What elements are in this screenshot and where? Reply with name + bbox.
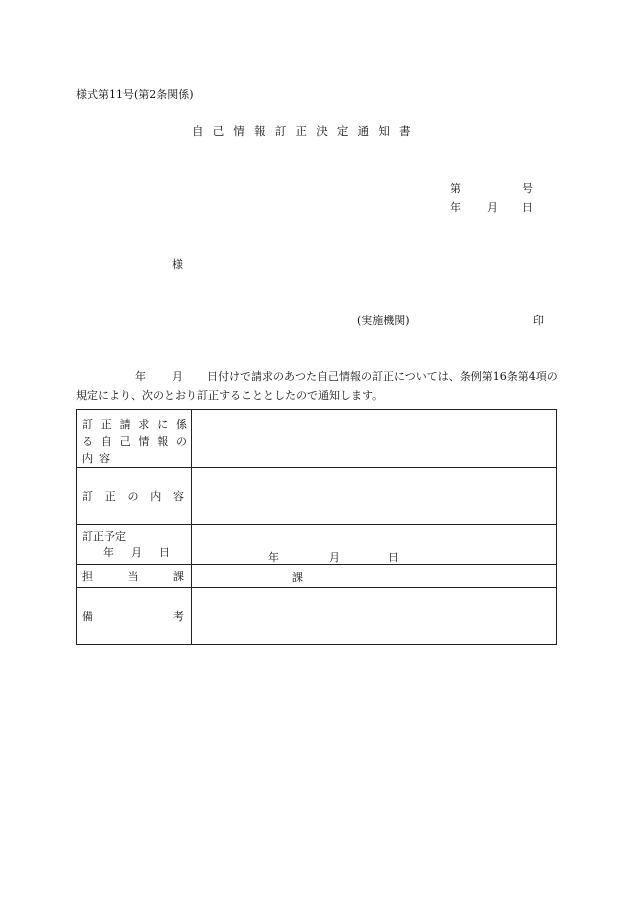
label-char: 課 [173,570,184,583]
header-correction-content [77,468,192,525]
label-char: 訂 [82,418,93,431]
row2-label [82,488,187,505]
label-char: 訂 [82,489,93,503]
row-department [77,565,557,588]
body-month: 月 [172,370,183,383]
department-label [82,568,187,585]
label-char: 年 [103,546,114,559]
scheduled-label-line2 [82,545,187,561]
doc-number-suffix: 号 [522,182,533,195]
row-correction-content [77,468,557,525]
title-char: 情 [233,124,255,138]
issue-date-month: 月 [487,201,498,214]
label-char: 考 [173,610,184,623]
addressee-suffix: 様 [172,258,183,271]
value-scheduled-date [192,525,557,565]
body-text: 日付けで請求のあつた自己情報の訂正については、条例第16条第4項の規定により、次のとおり訂正することとしたので通知します。 [76,370,558,402]
label-char: 自 [100,435,112,448]
issue-date-day: 日 [522,201,533,214]
label-char: 内 [150,489,162,503]
label-char: 己 [119,435,131,448]
issuer-org-label: (実施機関) [357,314,410,327]
body-year: 年 [135,370,146,383]
row-remarks [77,588,557,645]
row1-line3 [82,450,187,467]
label-char: 容 [173,489,184,503]
title-char: 通 [357,124,379,138]
document-title [192,123,420,139]
label-char: る [82,435,93,448]
remarks-label [82,608,187,625]
title-char: 報 [254,124,275,138]
title-char: 知 [378,124,400,138]
label-char: 容 [99,452,110,465]
label-char: 月 [131,546,142,559]
value-remarks [192,588,557,645]
row-correction-request [77,410,557,468]
label-char: 求 [138,418,150,431]
label-char: 日 [159,546,170,559]
label-char: 係 [175,418,187,431]
title-char: 正 [295,124,317,138]
label-char: 担 [82,570,93,583]
title-char: 書 [399,124,420,138]
title-char: 訂 [274,124,296,138]
header-correction-request [77,410,192,468]
label-char: 報 [157,435,169,448]
label-char: に [157,418,169,431]
notice-body [76,367,560,405]
label-char: 正 [100,418,112,431]
header-remarks [77,588,192,645]
value-correction-content [192,468,557,525]
correction-table [76,409,557,645]
title-char: 己 [212,124,234,138]
value-correction-request [192,410,557,468]
department-suffix: 課 [292,571,303,584]
label-char: の [127,489,139,503]
doc-number-prefix: 第 [450,182,461,195]
issue-date [450,199,533,215]
title-char: 自 [192,124,213,138]
label-char: 情 [138,435,150,448]
row1-line1 [82,416,187,433]
title-char: 定 [336,124,358,138]
seal-mark: 印 [533,314,544,327]
scheduled-day: 日 [388,551,399,564]
label-char: 備 [82,610,93,623]
header-scheduled-date [77,525,192,565]
label-char: の [175,435,187,448]
issue-date-year: 年 [450,201,461,214]
label-char: 請 [119,418,131,431]
scheduled-month: 月 [329,551,340,564]
label-char: 当 [127,570,139,583]
title-char: 決 [316,124,337,138]
form-number: 様式第11号(第2条関係) [76,88,194,101]
label-char: 正 [104,489,116,503]
scheduled-year: 年 [268,551,279,564]
scheduled-label-line1: 訂正予定 [82,530,126,543]
value-department [192,565,557,588]
row1-line2 [82,433,187,450]
row-scheduled-date [77,525,557,565]
label-char: 内 [82,452,93,465]
header-department [77,565,192,588]
